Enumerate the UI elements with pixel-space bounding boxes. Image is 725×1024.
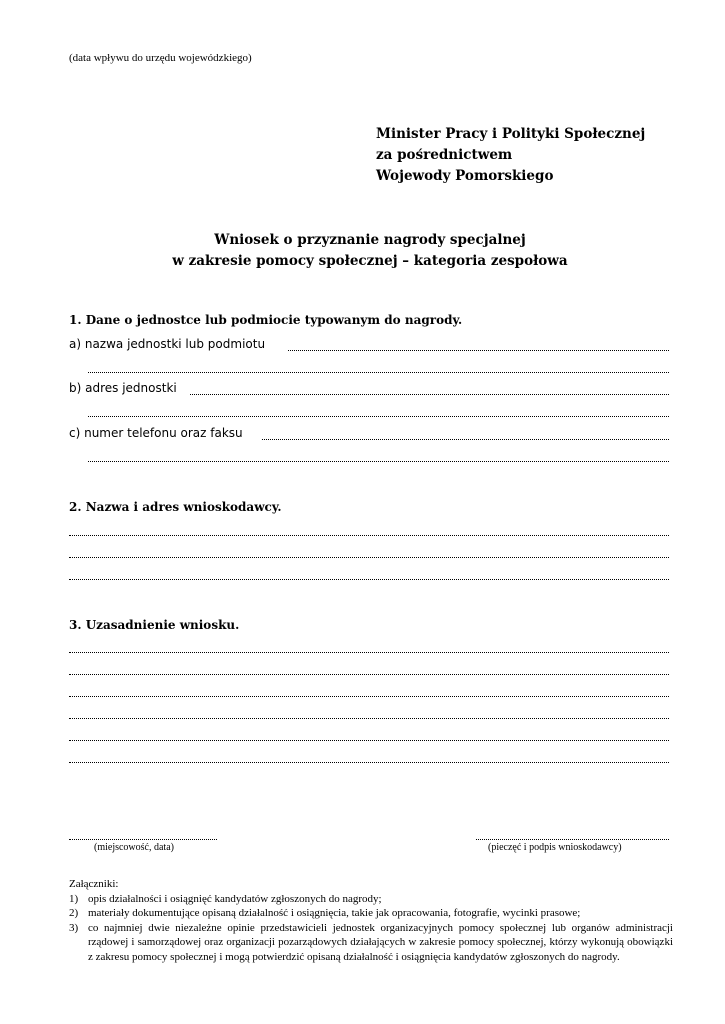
field-label-phone-fax: c) numer telefonu oraz faksu bbox=[69, 426, 243, 440]
addressee-line-3: Wojewody Pomorskiego bbox=[376, 168, 554, 184]
section-3-heading: 3. Uzasadnienie wniosku. bbox=[69, 618, 240, 632]
justification-field-line[interactable] bbox=[69, 718, 669, 719]
attachments-heading: Załączniki: bbox=[69, 878, 119, 890]
phone-fax-field-continued[interactable] bbox=[88, 461, 669, 462]
applicant-field-line[interactable] bbox=[69, 579, 669, 580]
attachment-number: 3) bbox=[69, 921, 79, 934]
place-date-field[interactable] bbox=[69, 839, 217, 840]
justification-field-line[interactable] bbox=[69, 652, 669, 653]
stamp-signature-caption: (pieczęć i podpis wnioskodawcy) bbox=[488, 842, 622, 853]
place-date-caption: (miejscowość, data) bbox=[94, 842, 174, 853]
attachment-item bbox=[69, 921, 673, 965]
entity-address-field-continued[interactable] bbox=[88, 416, 669, 417]
entity-name-field-continued[interactable] bbox=[88, 372, 669, 373]
section-1-heading: 1. Dane o jednostce lub podmiocie typowanym do nagrody. bbox=[69, 313, 463, 327]
field-label-entity-address: b) adres jednostki bbox=[69, 381, 177, 395]
applicant-field-line[interactable] bbox=[69, 535, 669, 536]
addressee-line-2: za pośrednictwem bbox=[376, 147, 513, 163]
field-label-entity-name: a) nazwa jednostki lub podmiotu bbox=[69, 337, 266, 351]
title-line-2: w zakresie pomocy społecznej – kategoria zespołowa bbox=[172, 253, 568, 269]
attachments-block bbox=[69, 877, 673, 964]
attachment-item bbox=[69, 892, 673, 907]
applicant-field-line[interactable] bbox=[69, 557, 669, 558]
attachment-text: co najmniej dwie niezależne opinie przedstawicieli jednostek organizacyjnych pomocy społecznej lub organów administracji rządowej i samorządowej oraz organizacji pozarządowych działających w zakresie pomocy społecznej, którzy wykonują obowiązki z zakresu pomocy społecznej i mogą potwierdzić opisaną działalność i osiągnięcia kandydatów zgłoszonych do nagrody. bbox=[88, 921, 673, 963]
phone-fax-field[interactable] bbox=[262, 439, 669, 440]
attachment-item bbox=[69, 906, 673, 921]
receipt-date-note: (data wpływu do urzędu wojewódzkiego) bbox=[69, 52, 252, 64]
attachment-number: 2) bbox=[69, 907, 79, 919]
attachment-text: materiały dokumentujące opisaną działalność i osiągnięcia, takie jak opracowania, fotografie, wycinki prasowe; bbox=[88, 907, 581, 919]
section-2-heading: 2. Nazwa i adres wnioskodawcy. bbox=[69, 500, 282, 514]
justification-field-line[interactable] bbox=[69, 674, 669, 675]
attachments-list bbox=[69, 892, 673, 965]
document-title bbox=[0, 230, 725, 272]
stamp-signature-field[interactable] bbox=[476, 839, 669, 840]
attachment-number: 1) bbox=[69, 892, 79, 905]
justification-field-line[interactable] bbox=[69, 696, 669, 697]
addressee-block bbox=[376, 124, 645, 187]
justification-field-line[interactable] bbox=[69, 740, 669, 741]
entity-address-field[interactable] bbox=[190, 394, 669, 395]
entity-name-field[interactable] bbox=[288, 350, 669, 351]
attachment-text: opis działalności i osiągnięć kandydatów zgłoszonych do nagrody; bbox=[88, 892, 382, 905]
justification-field-line[interactable] bbox=[69, 762, 669, 763]
addressee-line-1: Minister Pracy i Polityki Społecznej bbox=[376, 126, 646, 142]
title-line-1: Wniosek o przyznanie nagrody specjalnej bbox=[214, 232, 526, 248]
